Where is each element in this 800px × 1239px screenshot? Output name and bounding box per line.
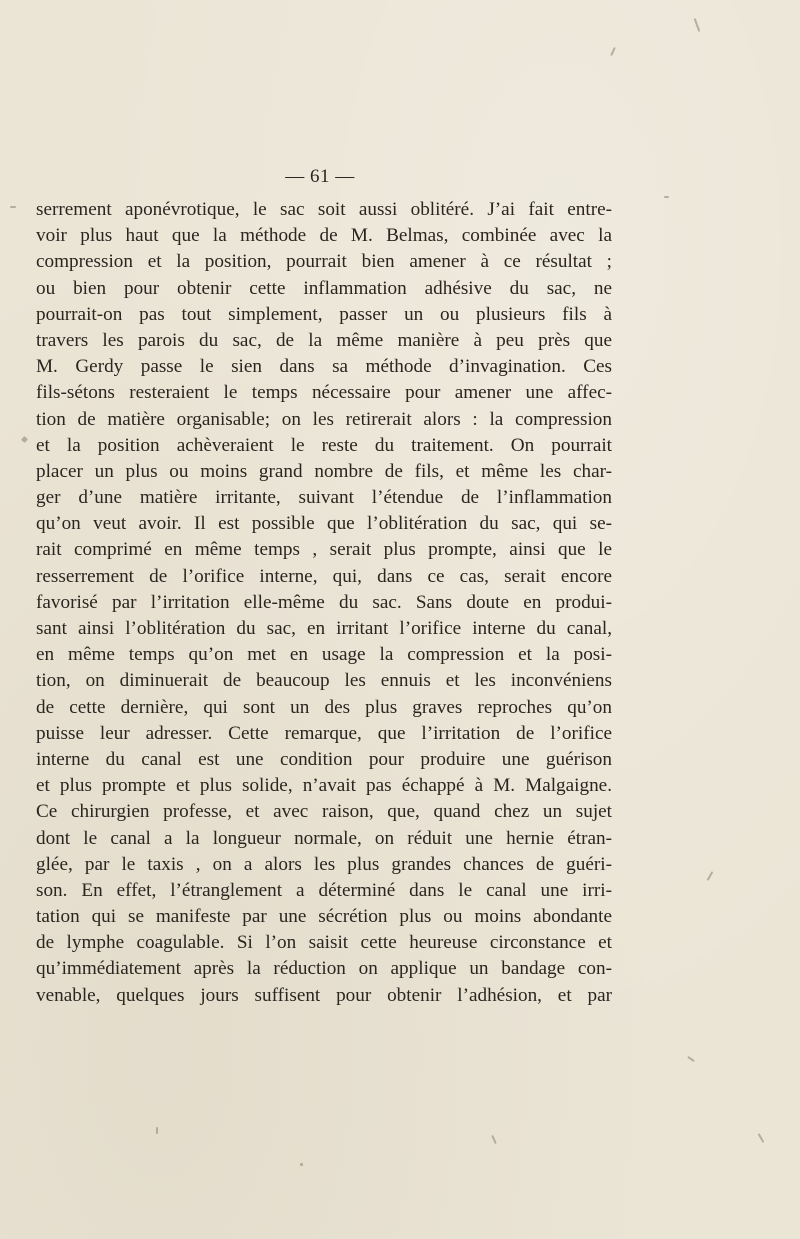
body-text	[36, 197, 612, 1009]
text-line: et plus prompte et plus solide, n’avait pas échappé à M. Malgaigne.	[36, 775, 612, 797]
text-line: tion de matière organisable; on les retirerait alors : la compression	[36, 408, 612, 430]
text-line: sant ainsi l’oblitération du sac, en irritant l’orifice interne du canal,	[36, 618, 612, 639]
text-line: travers les parois du sac, de la même manière à peu près que	[36, 329, 612, 351]
text-line: ou bien pour obtenir cette inflammation adhésive du sac, ne	[36, 277, 612, 299]
text-line: dont le canal a la longueur normale, on réduit une hernie étran-	[36, 827, 612, 849]
paper-speck	[610, 47, 616, 56]
text-line: compression et la position, pourrait bien amener à ce résultat ;	[36, 251, 612, 273]
paper-speck	[300, 1163, 303, 1166]
text-line: resserrement de l’orifice interne, qui, dans ce cas, serait encore	[36, 565, 612, 587]
text-line: puisse leur adresser. Cette remarque, que l’irritation de l’orifice	[36, 722, 612, 744]
text-line: venable, quelques jours suffisent pour obtenir l’adhésion, et par	[36, 984, 612, 1006]
paper-speck	[687, 1056, 695, 1062]
text-line: glée, par le taxis , on a alors les plus grandes chances de guéri-	[36, 853, 612, 875]
text-line: serrement aponévrotique, le sac soit aussi oblitéré. J’ai fait entre-	[36, 199, 612, 220]
paper-speck	[21, 436, 28, 443]
text-line: de cette dernière, qui sont un des plus graves reproches qu’on	[36, 696, 612, 718]
paper-speck	[491, 1135, 497, 1144]
text-line: de lymphe coagulable. Si l’on saisit cette heureuse circonstance et	[36, 932, 612, 954]
text-line: fils-sétons resteraient le temps nécessaire pour amener une affec-	[36, 382, 612, 404]
text-line: rait comprimé en même temps , serait plus prompte, ainsi que le	[36, 539, 612, 561]
text-line: Ce chirurgien professe, et avec raison, que, quand chez un sujet	[36, 801, 612, 823]
paper-speck	[758, 1133, 765, 1143]
paper-speck	[664, 196, 669, 198]
paper-speck	[694, 18, 701, 32]
text-line: en même temps qu’on met en usage la compression et la posi-	[36, 644, 612, 666]
text-line: son. En effet, l’étranglement a déterminé dans le canal une irri-	[36, 879, 612, 901]
text-line: interne du canal est une condition pour produire une guérison	[36, 748, 612, 770]
text-line: et la position achèveraient le reste du traitement. On pourrait	[36, 434, 612, 456]
paper-speck	[156, 1127, 158, 1134]
text-line: placer un plus ou moins grand nombre de fils, et même les char-	[36, 460, 612, 482]
page-number: — 61 —	[285, 166, 355, 187]
text-line: tion, on diminuerait de beaucoup les ennuis et les inconvéniens	[36, 670, 612, 692]
text-line: M. Gerdy passe le sien dans sa méthode d’invagination. Ces	[36, 356, 612, 378]
paper-speck	[10, 206, 16, 208]
text-line: ger d’une matière irritante, suivant l’étendue de l’inflammation	[36, 487, 612, 509]
text-line: favorisé par l’irritation elle-même du sac. Sans doute en produi-	[36, 591, 612, 613]
text-line: qu’on veut avoir. Il est possible que l’oblitération du sac, qui se-	[36, 513, 612, 535]
paper-speck	[707, 871, 714, 881]
text-line: qu’immédiatement après la réduction on applique un bandage con-	[36, 958, 612, 980]
text-line: pourrait-on pas tout simplement, passer un ou plusieurs fils à	[36, 303, 612, 325]
text-line: voir plus haut que la méthode de M. Belmas, combinée avec la	[36, 225, 612, 247]
text-line: tation qui se manifeste par une sécrétion plus ou moins abondante	[36, 906, 612, 928]
